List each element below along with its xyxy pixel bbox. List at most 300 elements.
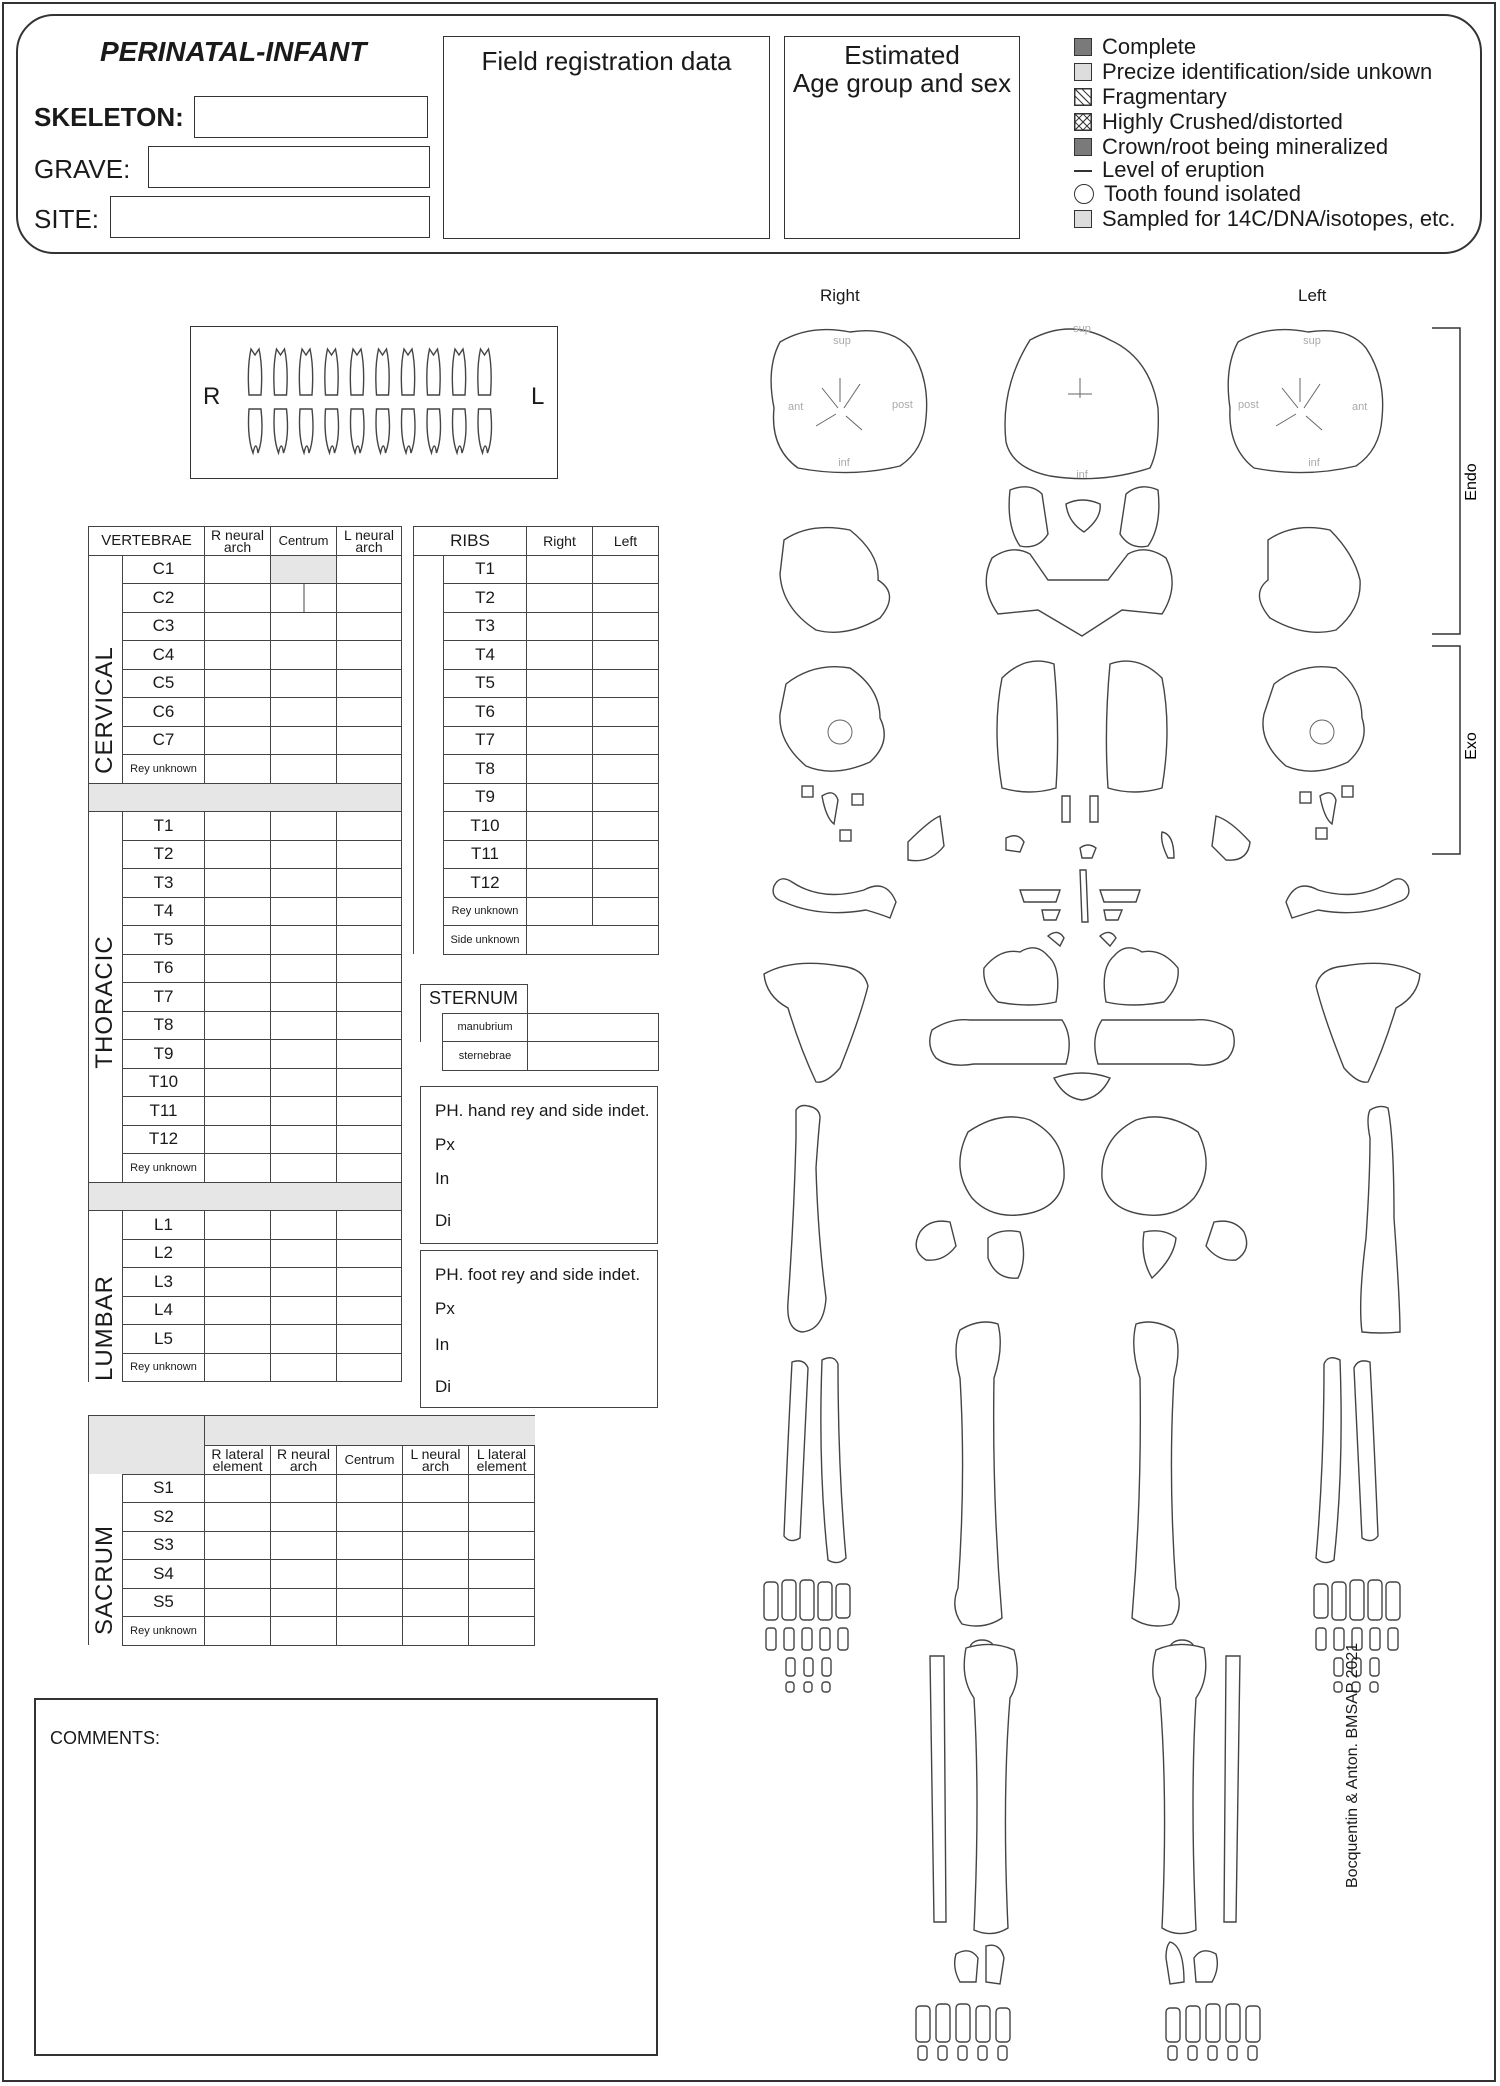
right-side-label: Right <box>820 286 860 305</box>
rib-row <box>414 897 659 926</box>
vertebra-cell[interactable] <box>337 612 402 641</box>
vertebra-cell[interactable] <box>205 584 271 613</box>
rib-cell[interactable] <box>593 897 659 926</box>
rib-cell[interactable] <box>527 726 593 755</box>
rib-row <box>414 755 659 784</box>
legend-swatch <box>1074 88 1092 106</box>
left-parietal[interactable] <box>1228 330 1382 473</box>
vertebra-row <box>89 584 402 613</box>
vertebra-cell[interactable] <box>271 926 337 955</box>
ph-foot-in: In <box>435 1335 450 1354</box>
left-side-label: Left <box>1298 286 1327 305</box>
sternum-cell[interactable] <box>528 1013 659 1042</box>
sacrum-cell[interactable] <box>469 1474 535 1503</box>
rib-cell[interactable] <box>527 584 593 613</box>
vertebra-cell[interactable] <box>205 1154 271 1183</box>
rib-cell[interactable] <box>527 812 593 841</box>
sacrum-cell[interactable] <box>403 1588 469 1617</box>
vertebra-cell[interactable] <box>271 1325 337 1354</box>
vertebra-cell[interactable] <box>337 1011 402 1040</box>
vomer[interactable] <box>1080 845 1096 858</box>
upper-tooth[interactable] <box>248 349 261 395</box>
sacrum-cell[interactable] <box>403 1560 469 1589</box>
basioccipital[interactable] <box>1066 500 1100 532</box>
left-palatine[interactable] <box>1100 890 1140 902</box>
left-humerus[interactable] <box>1361 1106 1400 1333</box>
right-clavicle[interactable] <box>773 879 896 918</box>
sacrum-cell[interactable] <box>469 1560 535 1589</box>
estimated-box[interactable] <box>784 36 1020 239</box>
bone-label: inf <box>838 457 850 469</box>
sacrum-cell[interactable] <box>271 1474 337 1503</box>
ph-hand-px: Px <box>435 1135 455 1154</box>
vertebra-cell[interactable] <box>337 897 402 926</box>
vertebra-cell[interactable] <box>205 1125 271 1154</box>
occipital-squama[interactable] <box>1005 323 1158 481</box>
legend-swatch <box>1074 170 1092 172</box>
vertebra-cell[interactable] <box>205 641 271 670</box>
vertebra-cell[interactable] <box>205 1239 271 1268</box>
vertebra-cell[interactable] <box>271 698 337 727</box>
lower-tooth[interactable] <box>351 409 365 453</box>
vertebra-cell[interactable] <box>271 897 337 926</box>
sacrum-cell[interactable] <box>403 1503 469 1532</box>
sacrum-label-cell: S4 <box>123 1560 205 1589</box>
left-occipital-lateral[interactable] <box>1120 487 1159 547</box>
legend-swatch <box>1074 38 1092 56</box>
left-ulna[interactable] <box>1316 1358 1341 1563</box>
vertebra-cell[interactable] <box>271 1040 337 1069</box>
sacrum-cell[interactable] <box>271 1503 337 1532</box>
lumbar-label: LUMBAR <box>91 1274 118 1382</box>
grave-field[interactable] <box>148 146 430 188</box>
right-fibula[interactable] <box>930 1656 946 1922</box>
vertebra-cell[interactable] <box>271 983 337 1012</box>
sacrum-cell[interactable] <box>337 1617 403 1646</box>
vertebra-cell[interactable] <box>205 869 271 898</box>
section-separator <box>89 1182 402 1211</box>
right-temporal-exo[interactable] <box>780 667 884 771</box>
section-separator <box>89 783 402 812</box>
vertebra-cell[interactable] <box>271 954 337 983</box>
hyoid-body[interactable] <box>1080 870 1088 922</box>
estimated-title-2: Age group and sex <box>792 68 1012 98</box>
vertebra-cell[interactable] <box>205 698 271 727</box>
right-lacrimal[interactable] <box>1006 836 1024 852</box>
left-inferior-concha[interactable] <box>1104 910 1122 920</box>
sternum-row-label: sternebrae <box>443 1042 528 1071</box>
right-radius[interactable] <box>784 1361 808 1541</box>
sacrum-cell[interactable] <box>205 1474 271 1503</box>
right-occipital-lateral[interactable] <box>1009 487 1048 547</box>
sacrum-cell[interactable] <box>403 1474 469 1503</box>
vertebra-cell[interactable] <box>205 897 271 926</box>
vertebra-cell[interactable] <box>337 1239 402 1268</box>
upper-tooth[interactable] <box>401 349 414 395</box>
form-title: PERINATAL-INFANT <box>100 36 367 67</box>
lower-tooth[interactable] <box>402 409 416 453</box>
vertebra-label: T9 <box>123 1040 205 1069</box>
vertebra-cell[interactable] <box>271 669 337 698</box>
vertebra-cell[interactable] <box>205 1068 271 1097</box>
sacrum-cell[interactable] <box>205 1588 271 1617</box>
vertebra-cell[interactable] <box>337 983 402 1012</box>
rib-cell[interactable] <box>527 783 593 812</box>
vertebra-label: Rey unknown <box>123 1353 205 1382</box>
sacrum-cell[interactable] <box>205 1560 271 1589</box>
sacrum-cell[interactable] <box>337 1588 403 1617</box>
left-pubis[interactable] <box>1143 1231 1176 1278</box>
dentition-box[interactable] <box>190 326 558 479</box>
sacrum-row <box>89 1588 535 1617</box>
sacrum-cell[interactable] <box>469 1503 535 1532</box>
rib-label: T3 <box>444 612 527 641</box>
left-talus[interactable] <box>1194 1951 1217 1982</box>
vertebra-cell[interactable] <box>337 1068 402 1097</box>
vertebra-cell[interactable] <box>271 1154 337 1183</box>
sacrum-header-ln: L neural arch <box>403 1446 469 1475</box>
lower-tooth[interactable] <box>427 409 441 453</box>
upper-tooth[interactable] <box>376 349 389 395</box>
rib-row <box>414 669 659 698</box>
rib-row <box>414 926 659 955</box>
sacrum-cell[interactable] <box>403 1617 469 1646</box>
rib-cell[interactable] <box>593 669 659 698</box>
ribs-header-right: Right <box>527 527 593 556</box>
vertebra-cell[interactable] <box>337 726 402 755</box>
estimated-title-1: Estimated <box>844 40 960 70</box>
rib-cell[interactable] <box>527 869 593 898</box>
sacrum-cell[interactable] <box>271 1560 337 1589</box>
vertebrae-table <box>88 526 402 1382</box>
vertebra-cell[interactable] <box>271 1097 337 1126</box>
sacrum-cell[interactable] <box>337 1531 403 1560</box>
sacrum-header-rn: R neural arch <box>271 1446 337 1475</box>
upper-tooth[interactable] <box>427 349 440 395</box>
right-femur[interactable] <box>955 1322 1002 1626</box>
lower-tooth[interactable] <box>300 409 314 453</box>
comments-label: COMMENTS: <box>50 1728 160 1748</box>
left-ossicles[interactable] <box>1300 786 1353 839</box>
vertebra-cell[interactable] <box>205 983 271 1012</box>
left-ischium[interactable] <box>1206 1221 1247 1260</box>
sphenoid[interactable] <box>986 550 1172 636</box>
left-zygomatic[interactable] <box>1212 816 1250 860</box>
rib-cell[interactable] <box>593 612 659 641</box>
vertebra-cell[interactable] <box>337 698 402 727</box>
vertebra-cell[interactable] <box>337 812 402 841</box>
vertebra-cell[interactable] <box>337 1325 402 1354</box>
left-femur[interactable] <box>1132 1322 1179 1626</box>
rib-cell[interactable] <box>527 698 593 727</box>
sacrum-cell[interactable] <box>469 1588 535 1617</box>
sacrum-cell[interactable] <box>205 1531 271 1560</box>
right-hyoid-horn[interactable] <box>1048 932 1064 946</box>
right-hand[interactable] <box>764 1580 850 1692</box>
ph-foot-title: PH. foot rey and side indet. <box>435 1265 641 1284</box>
thoracic-label: THORACIC <box>91 935 118 1069</box>
ph-hand-box[interactable] <box>420 1086 658 1244</box>
vertebra-cell[interactable] <box>271 812 337 841</box>
right-hemimandible[interactable] <box>930 1020 1069 1065</box>
vertebra-cell[interactable] <box>205 726 271 755</box>
left-hyoid-horn[interactable] <box>1100 932 1116 946</box>
vertebra-row <box>89 812 402 841</box>
vertebra-cell[interactable] <box>205 926 271 955</box>
right-maxilla[interactable] <box>984 948 1058 1005</box>
rib-label: T12 <box>444 869 527 898</box>
sacrum-cell[interactable] <box>271 1588 337 1617</box>
vertebra-cell[interactable] <box>337 1097 402 1126</box>
vertebra-cell[interactable] <box>337 954 402 983</box>
sternum-cell[interactable] <box>528 1042 659 1071</box>
vertebra-cell[interactable] <box>271 1068 337 1097</box>
vertebra-cell[interactable] <box>205 1097 271 1126</box>
upper-tooth[interactable] <box>350 349 363 395</box>
rib-label: Side unknown <box>444 926 527 955</box>
bone-label: ant <box>788 401 804 413</box>
exo-label: Exo <box>1463 732 1480 760</box>
right-calcaneus[interactable] <box>986 1945 1004 1984</box>
vertebrae-header-l: L neural arch <box>337 527 402 556</box>
lower-tooth[interactable] <box>376 409 390 453</box>
rib-cell[interactable] <box>527 641 593 670</box>
vertebra-label: T10 <box>123 1068 205 1097</box>
left-scapula[interactable] <box>1316 963 1420 1082</box>
vertebra-cell[interactable] <box>271 869 337 898</box>
left-tibia[interactable] <box>1153 1644 1206 1933</box>
vertebra-cell[interactable] <box>205 1268 271 1297</box>
vertebra-cell[interactable] <box>205 1040 271 1069</box>
rib-cell[interactable] <box>593 840 659 869</box>
vertebra-cell[interactable] <box>205 1296 271 1325</box>
vertebra-cell[interactable] <box>337 840 402 869</box>
vertebra-cell[interactable] <box>205 954 271 983</box>
vertebra-row <box>89 1239 402 1268</box>
vertebra-cell[interactable] <box>337 1296 402 1325</box>
rib-cell[interactable] <box>593 755 659 784</box>
right-humerus[interactable] <box>788 1106 826 1333</box>
left-radius[interactable] <box>1354 1361 1378 1541</box>
vertebra-row <box>89 555 402 584</box>
rib-cell[interactable] <box>593 555 659 584</box>
left-hemimandible[interactable] <box>1095 1020 1234 1065</box>
vertebra-cell[interactable] <box>337 926 402 955</box>
sacrum-cell[interactable] <box>337 1503 403 1532</box>
vertebra-cell[interactable] <box>205 555 271 584</box>
left-lacrimal[interactable] <box>1162 832 1174 858</box>
vertebra-cell[interactable] <box>337 584 402 613</box>
rib-cell[interactable] <box>527 612 593 641</box>
comments-box[interactable] <box>34 1698 658 2056</box>
upper-tooth[interactable] <box>325 349 338 395</box>
lower-tooth[interactable] <box>249 409 263 453</box>
left-foot[interactable] <box>1166 2004 1260 2060</box>
rib-cell[interactable] <box>527 840 593 869</box>
tooth-chart[interactable] <box>191 327 557 478</box>
rib-cell[interactable] <box>593 584 659 613</box>
legend-item: Complete <box>1074 34 1455 59</box>
right-zygomatic[interactable] <box>908 816 944 861</box>
rib-cell[interactable] <box>527 755 593 784</box>
sacrum-blank <box>89 1416 205 1475</box>
endo-bracket <box>1432 328 1460 634</box>
vertebra-cell[interactable] <box>271 1239 337 1268</box>
vertebra-cell[interactable] <box>271 641 337 670</box>
right-scapula[interactable] <box>764 963 868 1082</box>
bone-label: inf <box>1076 469 1088 481</box>
vertebra-cell[interactable] <box>271 1211 337 1240</box>
vertebra-row <box>89 641 402 670</box>
right-ossicles[interactable] <box>802 786 863 841</box>
right-frontal[interactable] <box>997 661 1058 792</box>
sacrum-cell[interactable] <box>469 1531 535 1560</box>
rib-cell[interactable] <box>593 812 659 841</box>
vertebra-cell[interactable] <box>337 1211 402 1240</box>
sacrum-cell[interactable] <box>337 1474 403 1503</box>
ph-foot-px: Px <box>435 1299 455 1318</box>
right-parietal[interactable] <box>771 330 927 473</box>
rib-row <box>414 840 659 869</box>
upper-tooth[interactable] <box>299 349 312 395</box>
vertebra-cell[interactable] <box>337 1040 402 1069</box>
rib-label: Rey unknown <box>444 897 527 926</box>
vertebra-cell[interactable] <box>271 1268 337 1297</box>
left-temporal-exo[interactable] <box>1263 667 1364 771</box>
sacrum-cell[interactable] <box>469 1617 535 1646</box>
rib-cell[interactable] <box>593 869 659 898</box>
right-foot[interactable] <box>916 2004 1010 2060</box>
bone-label: inf <box>1308 457 1320 469</box>
vertebra-row <box>89 1353 402 1382</box>
vertebra-cell[interactable] <box>205 612 271 641</box>
vertebra-cell[interactable] <box>337 1125 402 1154</box>
right-palatine[interactable] <box>1020 890 1060 902</box>
vertebra-cell[interactable] <box>337 869 402 898</box>
sacrum-cell[interactable] <box>271 1617 337 1646</box>
vertebrae-header-c: Centrum <box>271 527 337 556</box>
vertebra-cell[interactable] <box>205 1011 271 1040</box>
right-ilium[interactable] <box>960 1117 1064 1215</box>
left-calcaneus[interactable] <box>1166 1942 1184 1984</box>
manubrium[interactable] <box>1054 1073 1110 1100</box>
left-fibula[interactable] <box>1224 1656 1240 1922</box>
sacrum-cell[interactable] <box>271 1531 337 1560</box>
left-ilium[interactable] <box>1102 1117 1206 1215</box>
right-nasal[interactable] <box>1062 796 1070 822</box>
rib-cell[interactable] <box>593 698 659 727</box>
vertebra-cell[interactable] <box>205 1211 271 1240</box>
left-clavicle[interactable] <box>1286 879 1409 918</box>
bone-label: sup <box>1303 335 1321 347</box>
vertebra-cell[interactable] <box>205 812 271 841</box>
lower-tooth[interactable] <box>478 409 492 453</box>
sacrum-label: SACRUM <box>91 1525 118 1636</box>
vertebra-cell[interactable] <box>205 1325 271 1354</box>
right-tibia[interactable] <box>964 1644 1017 1933</box>
rib-label: T4 <box>444 641 527 670</box>
sacrum-cell[interactable] <box>337 1560 403 1589</box>
left-maxilla[interactable] <box>1104 948 1178 1005</box>
sacrum-cell[interactable] <box>403 1531 469 1560</box>
legend-swatch <box>1074 63 1092 81</box>
sacrum-cell[interactable] <box>205 1503 271 1532</box>
right-talus[interactable] <box>955 1951 978 1982</box>
rib-label: T5 <box>444 669 527 698</box>
vertebra-row <box>89 1011 402 1040</box>
vertebra-cell[interactable] <box>337 1353 402 1382</box>
bone-label: post <box>1238 399 1259 411</box>
vertebra-cell[interactable] <box>337 1154 402 1183</box>
vertebra-cell[interactable] <box>337 555 402 584</box>
vertebra-cell[interactable] <box>271 1011 337 1040</box>
vertebra-row <box>89 926 402 955</box>
vertebra-cell[interactable] <box>271 612 337 641</box>
sternum-label: STERNUM <box>421 985 528 1014</box>
skeleton-diagram[interactable] <box>730 318 1490 2078</box>
vertebra-row <box>89 612 402 641</box>
vertebra-cell[interactable] <box>337 669 402 698</box>
vertebra-cell[interactable] <box>205 1353 271 1382</box>
vertebra-cell[interactable] <box>337 755 402 784</box>
vertebra-cell[interactable] <box>271 1353 337 1382</box>
rib-cell[interactable] <box>527 897 593 926</box>
rib-cell[interactable] <box>593 726 659 755</box>
right-ischium[interactable] <box>916 1221 956 1260</box>
upper-tooth[interactable] <box>452 349 465 395</box>
rib-cell[interactable] <box>527 669 593 698</box>
right-temporal-endo[interactable] <box>780 528 890 633</box>
rib-cell[interactable] <box>527 555 593 584</box>
site-field[interactable] <box>110 196 430 238</box>
legend-item: Precize identification/side unkown <box>1074 59 1455 84</box>
right-inferior-concha[interactable] <box>1042 910 1060 920</box>
sacrum-cell[interactable] <box>205 1617 271 1646</box>
lower-tooth[interactable] <box>274 409 288 453</box>
vertebra-cell[interactable] <box>205 669 271 698</box>
lower-tooth[interactable] <box>453 409 467 453</box>
vertebra-cell[interactable] <box>271 726 337 755</box>
rib-cell[interactable] <box>593 783 659 812</box>
vertebra-cell[interactable] <box>271 584 337 613</box>
vertebra-cell[interactable] <box>337 641 402 670</box>
upper-tooth[interactable] <box>478 349 491 395</box>
left-nasal[interactable] <box>1090 796 1098 822</box>
vertebra-cell[interactable] <box>271 840 337 869</box>
rib-label: T7 <box>444 726 527 755</box>
rib-cell[interactable] <box>593 641 659 670</box>
rib-cell[interactable] <box>527 926 659 955</box>
skeleton-field[interactable] <box>194 96 428 138</box>
vertebra-cell[interactable] <box>271 555 337 584</box>
sacrum-table <box>88 1415 535 1646</box>
vertebra-cell[interactable] <box>271 755 337 784</box>
ph-foot-box[interactable] <box>420 1250 658 1408</box>
field-registration-box[interactable] <box>443 36 770 239</box>
left-frontal[interactable] <box>1106 661 1167 792</box>
vertebra-cell[interactable] <box>205 755 271 784</box>
lower-tooth[interactable] <box>325 409 339 453</box>
upper-tooth[interactable] <box>274 349 287 395</box>
vertebra-cell[interactable] <box>271 1296 337 1325</box>
right-ulna[interactable] <box>821 1358 846 1563</box>
left-temporal-endo[interactable] <box>1259 528 1360 633</box>
vertebra-cell[interactable] <box>337 1268 402 1297</box>
vertebra-cell[interactable] <box>271 1125 337 1154</box>
vertebra-cell[interactable] <box>205 840 271 869</box>
right-pubis[interactable] <box>988 1231 1024 1278</box>
vertebra-label: T4 <box>123 897 205 926</box>
